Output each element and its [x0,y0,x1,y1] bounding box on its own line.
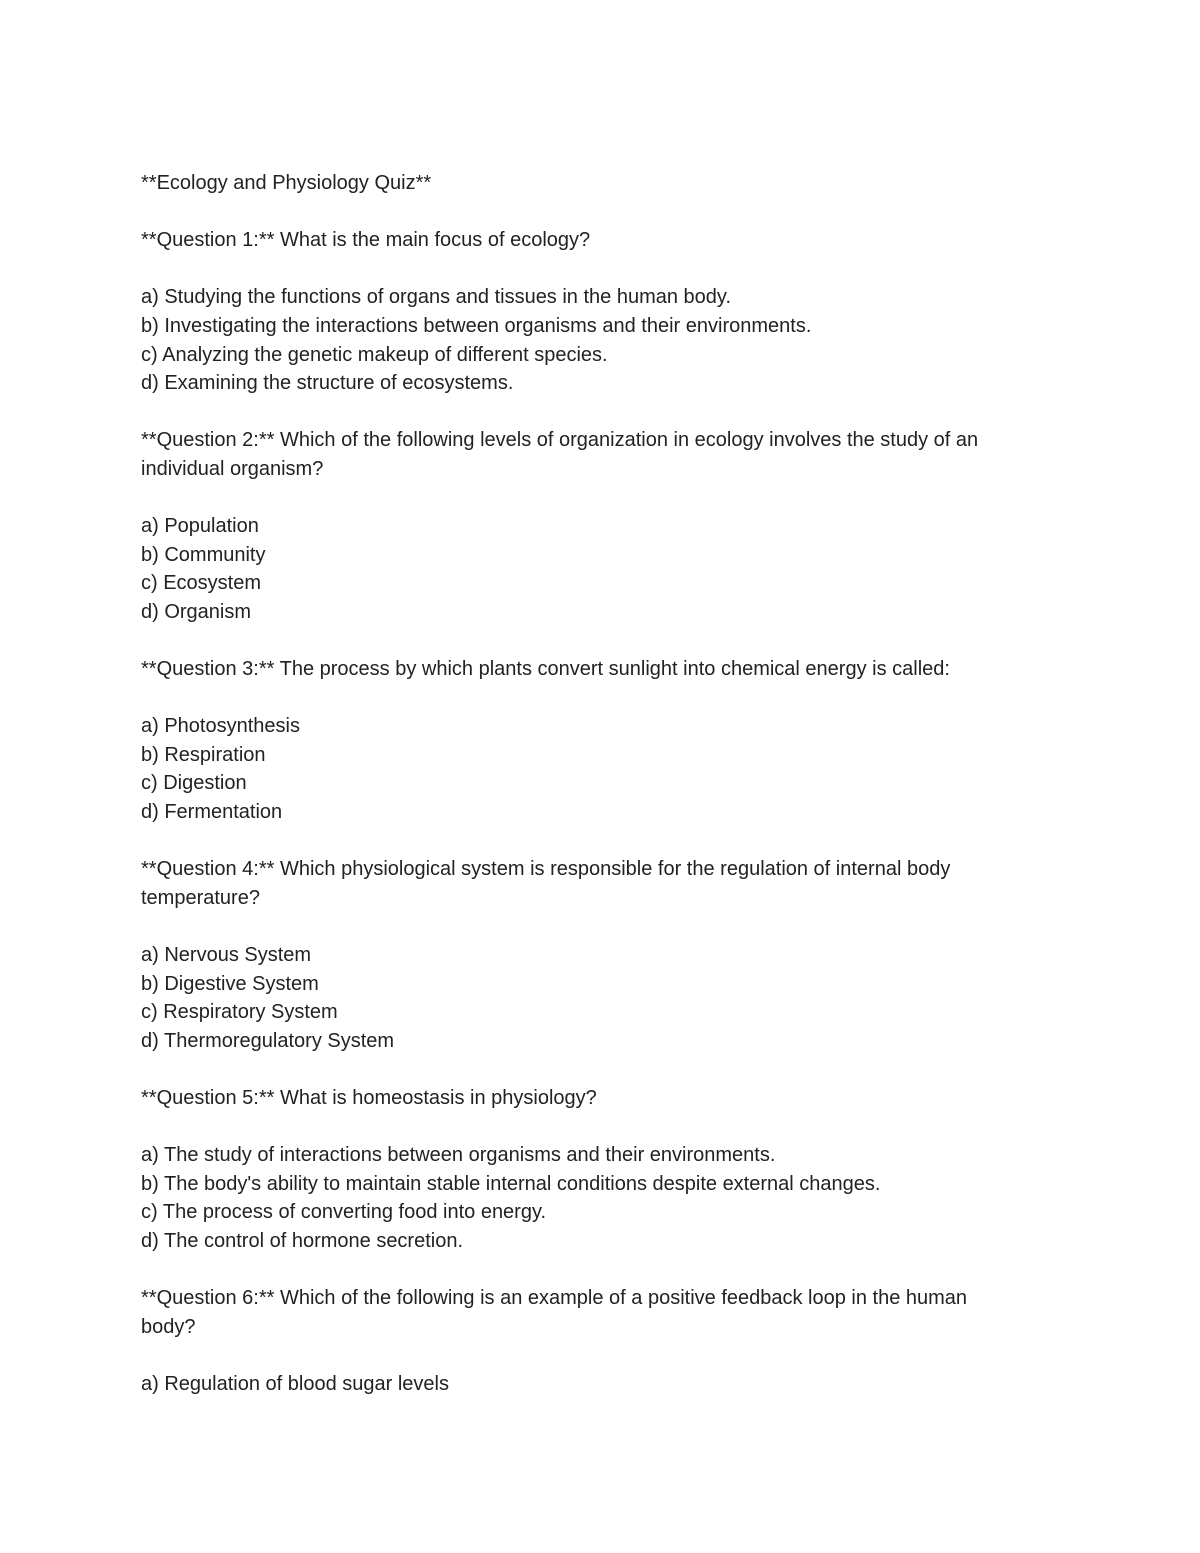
question-3-option-b: b) Respiration [141,743,266,766]
spacer [141,1341,1061,1370]
question-1-option-c: c) Analyzing the genetic makeup of different species. [141,343,608,366]
question-block-3 [141,655,1061,827]
question-3-option-a: a) Photosynthesis [141,715,300,738]
spacer [141,398,1061,427]
question-1-prompt: **Question 1:** What is the main focus of ecology? [141,229,591,252]
spacer [141,684,1061,713]
question-6-prompt-line-2: body? [141,1315,196,1338]
spacer [141,827,1061,856]
question-3-option-d: d) Fermentation [141,801,283,824]
question-2-prompt-line-1: **Question 2:** Which of the following levels of organization in ecology involves the study of an [141,429,979,452]
question-4-option-a: a) Nervous System [141,944,312,967]
question-block-2 [141,426,1061,626]
quiz-title: **Ecology and Physiology Quiz** [141,172,432,194]
question-4-prompt-line-1: **Question 4:** Which physiological system is responsible for the regulation of internal body [141,858,951,881]
spacer [141,912,1061,941]
question-6-prompt-line-1: **Question 6:** Which of the following is an example of a positive feedback loop in the human [141,1287,968,1310]
question-block-4 [141,855,1061,1055]
spacer [141,627,1061,656]
question-4-option-d: d) Thermoregulatory System [141,1029,395,1052]
question-1-option-b: b) Investigating the interactions between organisms and their environments. [141,314,812,337]
question-4-option-b: b) Digestive System [141,972,319,995]
spacer [141,255,1061,284]
question-5-option-b: b) The body's ability to maintain stable internal conditions despite external changes. [141,1172,881,1195]
question-5-prompt: **Question 5:** What is homeostasis in physiology? [141,1087,597,1109]
spacer [141,1113,1061,1142]
question-6-option-a: a) Regulation of blood sugar levels [141,1372,449,1395]
question-2-option-d: d) Organism [141,600,252,623]
question-4-option-c: c) Respiratory System [141,1001,338,1024]
document-body [141,169,1061,1399]
question-5-option-a: a) The study of interactions between organisms and their environments. [141,1144,776,1167]
question-5-option-d: d) The control of hormone secretion. [141,1229,464,1252]
question-2-option-b: b) Community [141,543,266,566]
question-2-option-a: a) Population [141,515,259,538]
question-1-option-a: a) Studying the functions of organs and tissues in the human body. [141,286,731,309]
spacer [141,1055,1061,1084]
question-2-prompt-line-2: individual organism? [141,457,324,480]
question-4-prompt-line-2: temperature? [141,886,260,909]
question-5-option-c: c) The process of converting food into energy. [141,1201,547,1224]
question-3-prompt: **Question 3:** The process by which plants convert sunlight into chemical energy is called: [141,658,950,681]
question-2-option-c: c) Ecosystem [141,572,262,595]
question-1-option-d: d) Examining the structure of ecosystems. [141,372,514,395]
question-3-option-c: c) Digestion [141,772,247,795]
spacer [141,198,1061,227]
question-block-5 [141,1084,1061,1256]
spacer [141,1256,1061,1285]
question-block-1 [141,226,1061,398]
spacer [141,484,1061,513]
question-block-6 [141,1284,1061,1398]
